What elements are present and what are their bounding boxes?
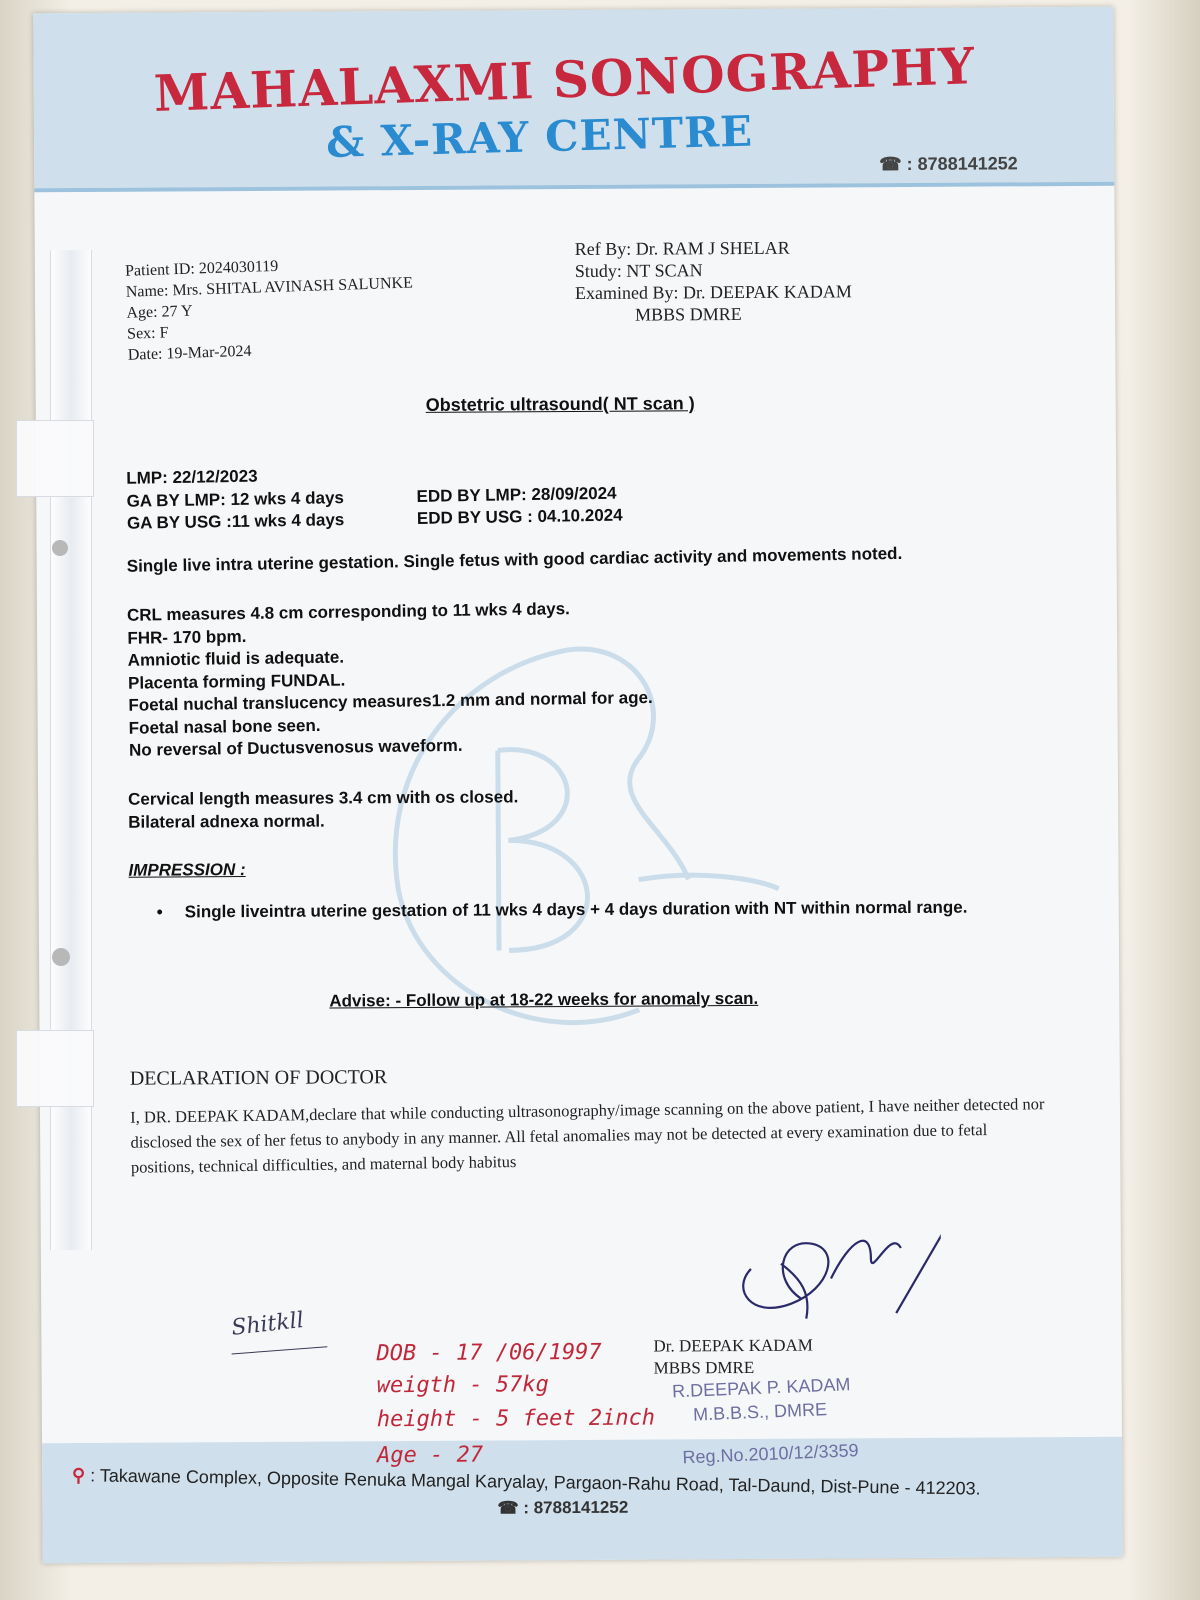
address-text: : Takawane Complex, Opposite Renuka Mangal Karyalay, Pargaon-Rahu Road, Tal-Daund, Dist-Pune - 412203. xyxy=(85,1465,981,1499)
declaration-text: I, DR. DEEPAK KADAM,declare that while conducting ultrasonography/image scanning on the above patient, I have neither detected nor disclosed the sex of her fetus to anybody in any manner. All fetal anomalies may not be detected at every examination due to fetal positions, technical difficulties, and maternal body habitus xyxy=(129,1094,1045,1177)
handwritten-height: height - 5 feet 2inch xyxy=(376,1405,656,1433)
patient-sex: Sex: F xyxy=(126,324,169,343)
doctor-signature-icon xyxy=(721,1208,942,1339)
finding-crl: CRL measures 4.8 cm corresponding to 11 wks 4 days. xyxy=(126,599,570,625)
declaration-title: DECLARATION OF DOCTOR xyxy=(129,1066,388,1090)
impression-heading: IMPRESSION : xyxy=(128,860,246,880)
dates-block xyxy=(126,460,623,536)
clinic-name: MAHALAXMI SONOGRAPHY xyxy=(152,36,977,124)
handwritten-age: Age - 27 xyxy=(377,1442,484,1469)
finding-placenta: Placenta forming FUNDAL. xyxy=(127,670,346,693)
study: Study: NT SCAN xyxy=(574,260,703,282)
finding-amniotic: Amniotic fluid is adequate. xyxy=(127,647,345,670)
doctor-qualification: MBBS DMRE xyxy=(653,1357,755,1378)
edd-by-usg: EDD BY USG : 04.10.2024 xyxy=(416,505,623,528)
adnexa: Bilateral adnexa normal. xyxy=(128,811,325,832)
stamp-reg: Reg.No.2010/12/3359 xyxy=(682,1440,859,1468)
stamp-qualification: M.B.B.S., DMRE xyxy=(692,1399,828,1425)
ref-by: Ref By: Dr. RAM J SHELAR xyxy=(574,237,790,260)
patient-signature: Shitkll xyxy=(230,1307,305,1341)
binder-clip-top xyxy=(16,420,94,497)
punch-hole-top xyxy=(52,540,68,556)
patient-age: Age: 27 Y xyxy=(126,302,193,322)
lmp: LMP: 22/12/2023 xyxy=(126,466,258,488)
cervical-block xyxy=(128,786,518,833)
footer-phone: ☎ : 8788141252 xyxy=(497,1497,629,1518)
ga-by-lmp: GA BY LMP: 12 wks 4 days xyxy=(126,487,345,511)
report-page xyxy=(33,7,1122,1564)
doctor-stamp xyxy=(672,1372,852,1427)
ga-by-usg: GA BY USG :11 wks 4 days xyxy=(126,510,345,533)
finding-ductus: No reversal of Ductusvenosus waveform. xyxy=(128,735,463,760)
patient-id: Patient ID: 2024030119 xyxy=(124,257,279,280)
handwritten-dob: DOB - 17 /06/1997 xyxy=(376,1339,602,1367)
cervical-length: Cervical length measures 3.4 cm with os closed. xyxy=(128,787,519,809)
referral-info xyxy=(575,236,852,326)
report-title: Obstetric ultrasound( NT scan ) xyxy=(425,393,695,415)
finding-nt: Foetal nuchal translucency measures1.2 mm and normal for age. xyxy=(128,687,653,715)
report-date: Date: 19-Mar-2024 xyxy=(127,342,252,364)
punch-hole-bottom xyxy=(52,948,70,966)
handwritten-weight: weigth - 57kg xyxy=(376,1372,549,1399)
finding-nasal-bone: Foetal nasal bone seen. xyxy=(128,715,321,738)
stamp-name: R.DEEPAK P. KADAM xyxy=(671,1374,851,1402)
findings-list xyxy=(127,597,654,762)
patient-info xyxy=(125,251,415,365)
advise: Advise: - Follow up at 18-22 weeks for anomaly scan. xyxy=(329,988,759,1011)
binder-clip-bottom xyxy=(16,1030,94,1107)
doctor-name: Dr. DEEPAK KADAM xyxy=(653,1335,813,1356)
patient-name: Name: Mrs. SHITAL AVINASH SALUNKE xyxy=(125,274,414,301)
clinic-subtitle: & X-RAY CENTRE xyxy=(325,106,754,167)
examiner-qualification: MBBS DMRE xyxy=(635,303,742,325)
impression-item xyxy=(157,895,997,924)
impression-text: Single liveintra uterine gestation of 11 wks 4 days + 4 days duration with NT within normal range. xyxy=(184,897,968,922)
signature-underline xyxy=(232,1346,328,1354)
bullet-icon: • xyxy=(156,902,163,922)
edd-by-lmp: EDD BY LMP: 28/09/2024 xyxy=(416,483,617,506)
finding-fhr: FHR- 170 bpm. xyxy=(127,626,247,648)
doctor-block xyxy=(653,1335,813,1380)
header-phone: ☎ : 8788141252 xyxy=(879,153,1018,175)
location-pin-icon: ⚲ xyxy=(71,1465,86,1486)
examined-by: Examined By: Dr. DEEPAK KADAM xyxy=(574,281,852,304)
gestation-summary: Single live intra uterine gestation. Single fetus with good cardiac activity and movements noted. xyxy=(126,543,903,576)
